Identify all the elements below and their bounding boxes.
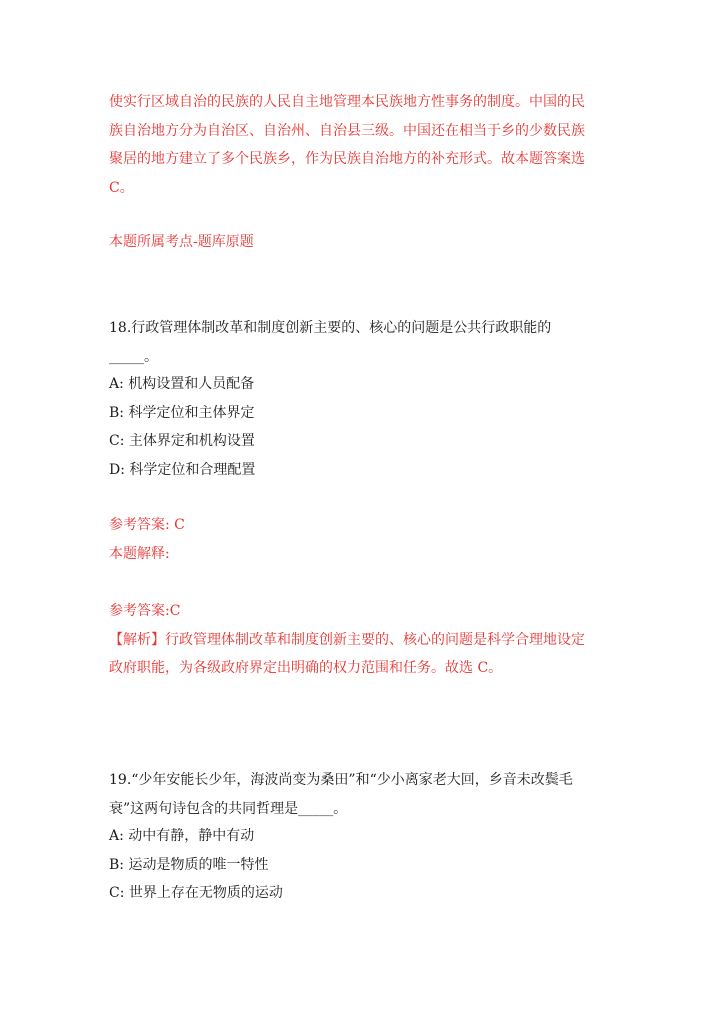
q17-explanation-line: 族自治地方分为自治区、自治州、自治县三级。中国还在相当于乡的少数民族 <box>109 122 585 139</box>
q19-option-c: C: 世界上存在无物质的运动 <box>109 885 283 901</box>
q18-answer-label-2: 参考答案:C <box>109 603 181 619</box>
q18-analysis-line: 【解析】行政管理体制改革和制度创新主要的、核心的问题是科学合理地设定 <box>109 631 585 648</box>
q19-option-b: B: 运动是物质的唯一特性 <box>109 856 269 873</box>
q19-stem-line: 19.“少年安能长少年，海波尚变为桑田”和“少小离家老大回，乡音未改鬓毛 <box>109 772 573 788</box>
q18-analysis <box>109 597 614 683</box>
q19-stem <box>109 766 614 823</box>
q19-option-a: A: 动中有静，静中有动 <box>109 828 255 844</box>
q18-stem-line: 18.行政管理体制改革和制度创新主要的、核心的问题是公共行政职能的 <box>109 320 552 336</box>
q18-answer-label: 参考答案: C <box>109 517 185 533</box>
q18-stem-line: _____。 <box>109 348 158 365</box>
q18-stem <box>109 314 614 371</box>
q18-option-b: B: 科学定位和主体界定 <box>109 404 255 421</box>
q17-explanation-line: C。 <box>109 179 134 196</box>
q18-answer <box>109 511 614 568</box>
q18-option-d: D: 科学定位和合理配置 <box>109 461 256 478</box>
q17-explanation-line: 聚居的地方建立了多个民族乡，作为民族自治地方的补充形式。故本题答案选 <box>109 151 585 167</box>
q18-option-c: C: 主体界定和机构设置 <box>109 433 255 449</box>
q18-options <box>109 370 614 484</box>
q18-analysis-line: 政府职能，为各级政府界定出明确的权力范围和任务。故选 C。 <box>109 660 503 676</box>
q18-option-a: A: 机构设置和人员配备 <box>109 376 255 392</box>
q17-source: 本题所属考点-题库原题 <box>109 234 254 250</box>
q17-explanation <box>109 88 614 202</box>
q17-explanation-line: 使实行区域自治的民族的人民自主地管理本民族地方性事务的制度。中国的民 <box>109 94 585 110</box>
q19-stem-line: 衰”这两句诗包含的共同哲理是_____。 <box>109 800 348 817</box>
q19-options <box>109 822 614 908</box>
q18-explain-label: 本题解释: <box>109 545 170 562</box>
